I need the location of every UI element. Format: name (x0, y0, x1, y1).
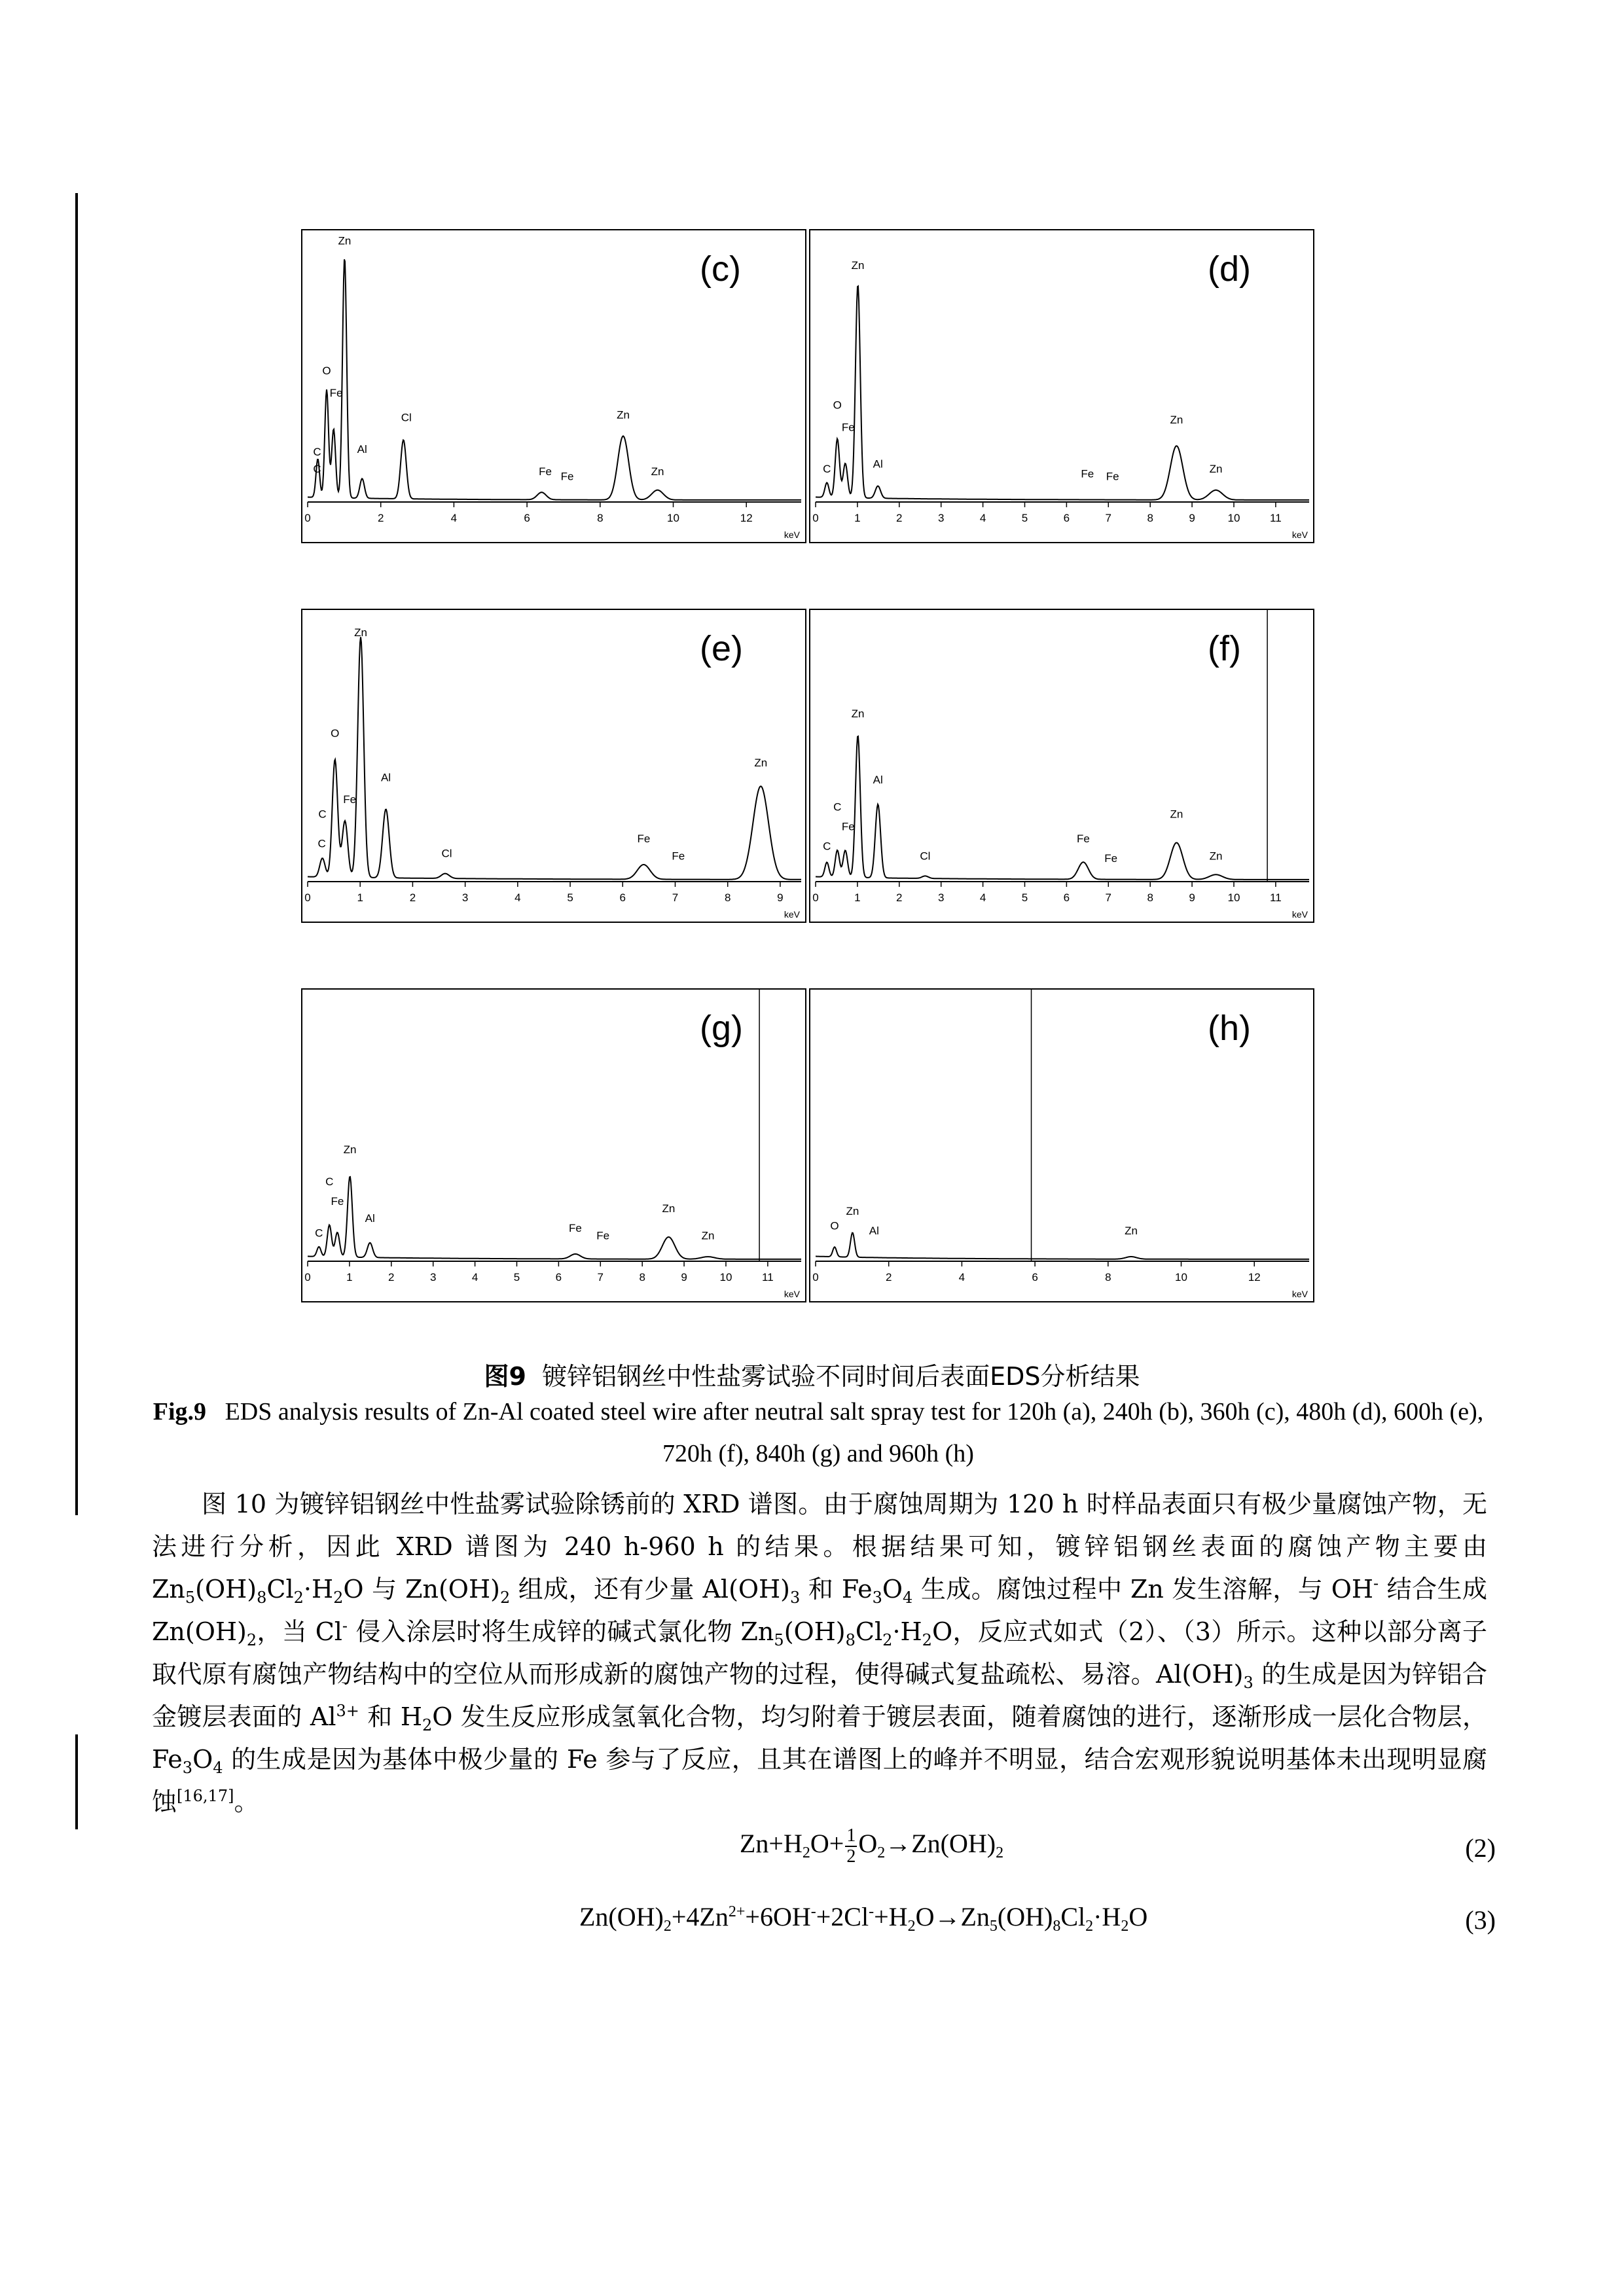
tick-label: 6 (619, 891, 626, 904)
tick-label: 8 (1105, 1271, 1111, 1283)
eds-panel-d (809, 229, 1314, 543)
body-paragraph: 图 10 为镀锌铝钢丝中性盐雾试验除锈前的 XRD 谱图。由于腐蚀周期为 120 h 时样品表面只有极少量腐蚀产物，无法进行分析，因此 XRD 谱图为 240 h-960 h 的结果。根据结果可知，镀锌铝钢丝表面的腐蚀产物主要由 $Zn_5(OH)_8Cl_2\cdot H_2O$ 与 $Zn(OH)_2$ 组成，还有少量 $Al(OH)_3$ 和 $Fe_3O_4$ 生成。腐蚀过程中 Zn 发生溶解，与 OH- 结合生成 $Zn(OH)_2$，当 Cl- 侵入涂层时将生成锌的碱式氯化物 $Zn_5(OH)_8Cl_2\cdot H_2O$，反应式如式（2）、（3）所示。这种以部分离子取代原有腐蚀产物结构中的空位从而形成新的腐蚀产物的过程，使得碱式复盐疏松、易溶。$Al(OH)_3$ 的生成是因为锌铝合金镀层表面的 $Al^{3+}$ 和 $H_2O$ 发生反应形成氢氧化合物，均匀附着于镀层表面，随着腐蚀的进行，逐渐形成一层化合物层，$Fe_3O_4$ 的生成是因为基体中极少量的 Fe 参与了反应，且其在谱图上的峰并不明显，结合宏观形貌说明基体未出现明显腐蚀[16,17]。 (152, 1490, 1487, 1816)
eds-spectrum (302, 990, 808, 1304)
tick-label: 2 (409, 891, 416, 904)
eds-spectrum (810, 610, 1316, 924)
figure-caption-en: Fig.9 EDS analysis results of Zn-Al coated steel wire after neutral salt spray test for 120h (a), 240h (b), 360h (c), 480h (d), 600h (e), 720h (f), 840h (g) and 960h (h) (153, 1398, 1484, 1467)
peak-label: C (315, 1227, 323, 1240)
tick-label: 4 (979, 891, 986, 904)
axis-unit: keV (1291, 529, 1308, 540)
peak-label: Zn (851, 259, 865, 272)
panel-label: (e) (700, 629, 743, 668)
peak-label: Zn (662, 1202, 676, 1215)
tick-label: 10 (1175, 1271, 1187, 1283)
spectrum-line (308, 259, 801, 500)
tick-label: 1 (854, 891, 861, 904)
axis-unit: keV (784, 529, 800, 540)
tick-label: 2 (377, 512, 384, 524)
tick-label: 2 (896, 512, 903, 524)
tick-label: 11 (1270, 891, 1282, 904)
peak-label: Cl (920, 850, 931, 863)
tick-label: 4 (979, 512, 986, 524)
tick-label: 1 (854, 512, 861, 524)
tick-label: 4 (450, 512, 458, 524)
tick-label: 9 (777, 891, 784, 904)
peak-label: Fe (331, 1194, 344, 1208)
tick-label: 8 (597, 512, 604, 524)
tick-label: 5 (567, 891, 573, 904)
peak-label: Fe (539, 465, 552, 478)
peak-label: Al (873, 457, 883, 471)
tick-label: 0 (304, 1271, 311, 1283)
peak-label: Fe (1104, 852, 1118, 865)
axis-unit: keV (1291, 1289, 1308, 1299)
eds-spectrum (810, 230, 1316, 545)
panel-label: (h) (1208, 1009, 1251, 1048)
tick-label: 4 (958, 1271, 965, 1283)
tick-label: 6 (1063, 891, 1070, 904)
tick-label: 2 (388, 1271, 395, 1283)
peak-label: C (823, 840, 831, 853)
peak-label: Zn (343, 1143, 357, 1156)
spectrum-line (816, 736, 1309, 880)
peak-label: Fe (637, 833, 651, 845)
spectrum-line (816, 1233, 1309, 1259)
tick-label: 7 (1105, 512, 1112, 524)
peak-label: Zn (1170, 808, 1183, 821)
tick-label: 10 (1227, 891, 1240, 904)
peak-label: Zn (754, 756, 768, 769)
tick-label: 3 (429, 1271, 437, 1283)
citation: [16,17] (177, 1787, 234, 1805)
peak-label: Fe (596, 1229, 610, 1242)
peak-label: Fe (1081, 467, 1094, 480)
peak-label: Zn (338, 234, 352, 247)
spectrum-line (308, 1177, 801, 1259)
peak-label: Zn (1125, 1224, 1138, 1237)
peak-label: Cl (441, 847, 452, 860)
peak-label: Fe (569, 1222, 582, 1234)
tick-label: 9 (1189, 891, 1195, 904)
peak-label: C (313, 463, 321, 475)
tick-label: 1 (357, 891, 363, 904)
peak-label: Fe (1106, 470, 1119, 483)
tick-label: 4 (514, 891, 521, 904)
tick-label: 7 (597, 1271, 604, 1283)
tick-label: 8 (639, 1271, 645, 1283)
peak-label: Al (365, 1212, 375, 1225)
eds-panel-e (301, 609, 806, 923)
tick-label: 6 (1032, 1271, 1038, 1283)
eds-panel-f (809, 609, 1314, 923)
peak-label: Zn (701, 1229, 715, 1242)
tick-label: 6 (1063, 512, 1070, 524)
axis-unit: keV (784, 909, 800, 920)
peak-label: Al (873, 774, 883, 786)
tick-label: 5 (513, 1271, 520, 1283)
tick-label: 10 (1227, 512, 1240, 524)
tick-label: 1 (346, 1271, 353, 1283)
peak-label: Zn (617, 408, 630, 422)
panel-label: (g) (700, 1009, 743, 1048)
tick-label: 9 (1189, 512, 1195, 524)
peak-label: Fe (672, 850, 685, 863)
panel-label: (c) (700, 249, 741, 289)
peak-label: O (331, 726, 340, 740)
tick-label: 5 (1021, 891, 1028, 904)
peak-label: Zn (851, 707, 865, 720)
tick-label: 8 (1147, 891, 1153, 904)
peak-label: C (313, 445, 321, 458)
axis-unit: keV (1291, 909, 1308, 920)
eds-panel-g (301, 988, 806, 1302)
eds-spectrum (302, 230, 808, 545)
peak-label: Fe (841, 421, 855, 434)
tick-label: 7 (672, 891, 679, 904)
tick-label: 8 (1147, 512, 1153, 524)
tick-label: 12 (740, 512, 753, 524)
tick-label: 4 (471, 1271, 478, 1283)
tick-label: 6 (555, 1271, 562, 1283)
eds-spectrum (810, 990, 1316, 1304)
margin-change-bar (75, 193, 78, 1515)
tick-label: 3 (937, 891, 945, 904)
equation-number: (3) (1465, 1905, 1496, 1935)
peak-label: Al (869, 1224, 879, 1237)
spectrum-line (308, 637, 801, 880)
tick-label: 9 (681, 1271, 687, 1283)
peak-label: O (830, 1219, 839, 1232)
margin-change-bar (75, 1734, 78, 1829)
peak-label: Fe (841, 820, 855, 833)
tick-label: 10 (667, 512, 679, 524)
tick-label: 0 (812, 1271, 819, 1283)
spectrum-line (816, 286, 1309, 500)
peak-label: Zn (354, 626, 367, 639)
peak-label: Zn (846, 1204, 859, 1217)
peak-label: Fe (329, 386, 343, 399)
peak-label: Zn (651, 465, 664, 478)
peak-label: Fe (1077, 833, 1090, 845)
axis-unit: keV (784, 1289, 800, 1299)
peak-label: Al (357, 443, 367, 456)
peak-label: C (317, 837, 326, 850)
panel-label: (f) (1208, 629, 1241, 668)
peak-label: C (823, 463, 831, 475)
peak-label: O (322, 365, 331, 377)
equation-number: (2) (1465, 1833, 1496, 1863)
peak-label: Fe (343, 793, 357, 806)
peak-label: Zn (1209, 850, 1223, 863)
tick-label: 7 (1105, 891, 1112, 904)
figure-caption-cn: 图9 镀锌铝钢丝中性盐雾试验不同时间后表面EDS分析结果 (484, 1362, 1140, 1391)
peak-label: Zn (1209, 463, 1223, 475)
tick-label: 8 (724, 891, 731, 904)
eds-panel-h (809, 988, 1314, 1302)
tick-label: 3 (461, 891, 469, 904)
eds-panel-c (301, 229, 806, 543)
tick-label: 11 (1270, 512, 1282, 524)
peak-label: Zn (1170, 414, 1183, 426)
tick-label: 12 (1248, 1271, 1261, 1283)
tick-label: 10 (719, 1271, 732, 1283)
tick-label: 6 (524, 512, 530, 524)
peak-label: C (318, 808, 327, 821)
peak-label: Fe (560, 470, 574, 483)
tick-label: 0 (812, 891, 819, 904)
panel-label: (d) (1208, 249, 1251, 289)
tick-label: 0 (304, 891, 311, 904)
tick-label: 2 (896, 891, 903, 904)
tick-label: 5 (1021, 512, 1028, 524)
tick-label: 0 (304, 512, 311, 524)
eds-spectrum (302, 610, 808, 924)
tick-label: 0 (812, 512, 819, 524)
peak-label: Al (380, 771, 391, 784)
peak-label: Cl (401, 411, 412, 424)
peak-label: C (833, 800, 842, 814)
peak-label: O (833, 399, 842, 412)
peak-label: C (325, 1175, 334, 1188)
tick-label: 2 (885, 1271, 892, 1283)
tick-label: 11 (762, 1271, 774, 1283)
equation-2: $Zn+H_2O+$ $\frac{1}{2}$ $O_2\to Zn(OH)_2$ (740, 1825, 1004, 1867)
tick-label: 3 (937, 512, 945, 524)
equation-3: $Zn(OH)_2+4Zn^{2+}+6OH^-+2Cl^-+H_2O\to Zn_5(OH)_8Cl_2\cdot H_2O$ (579, 1902, 1148, 1935)
